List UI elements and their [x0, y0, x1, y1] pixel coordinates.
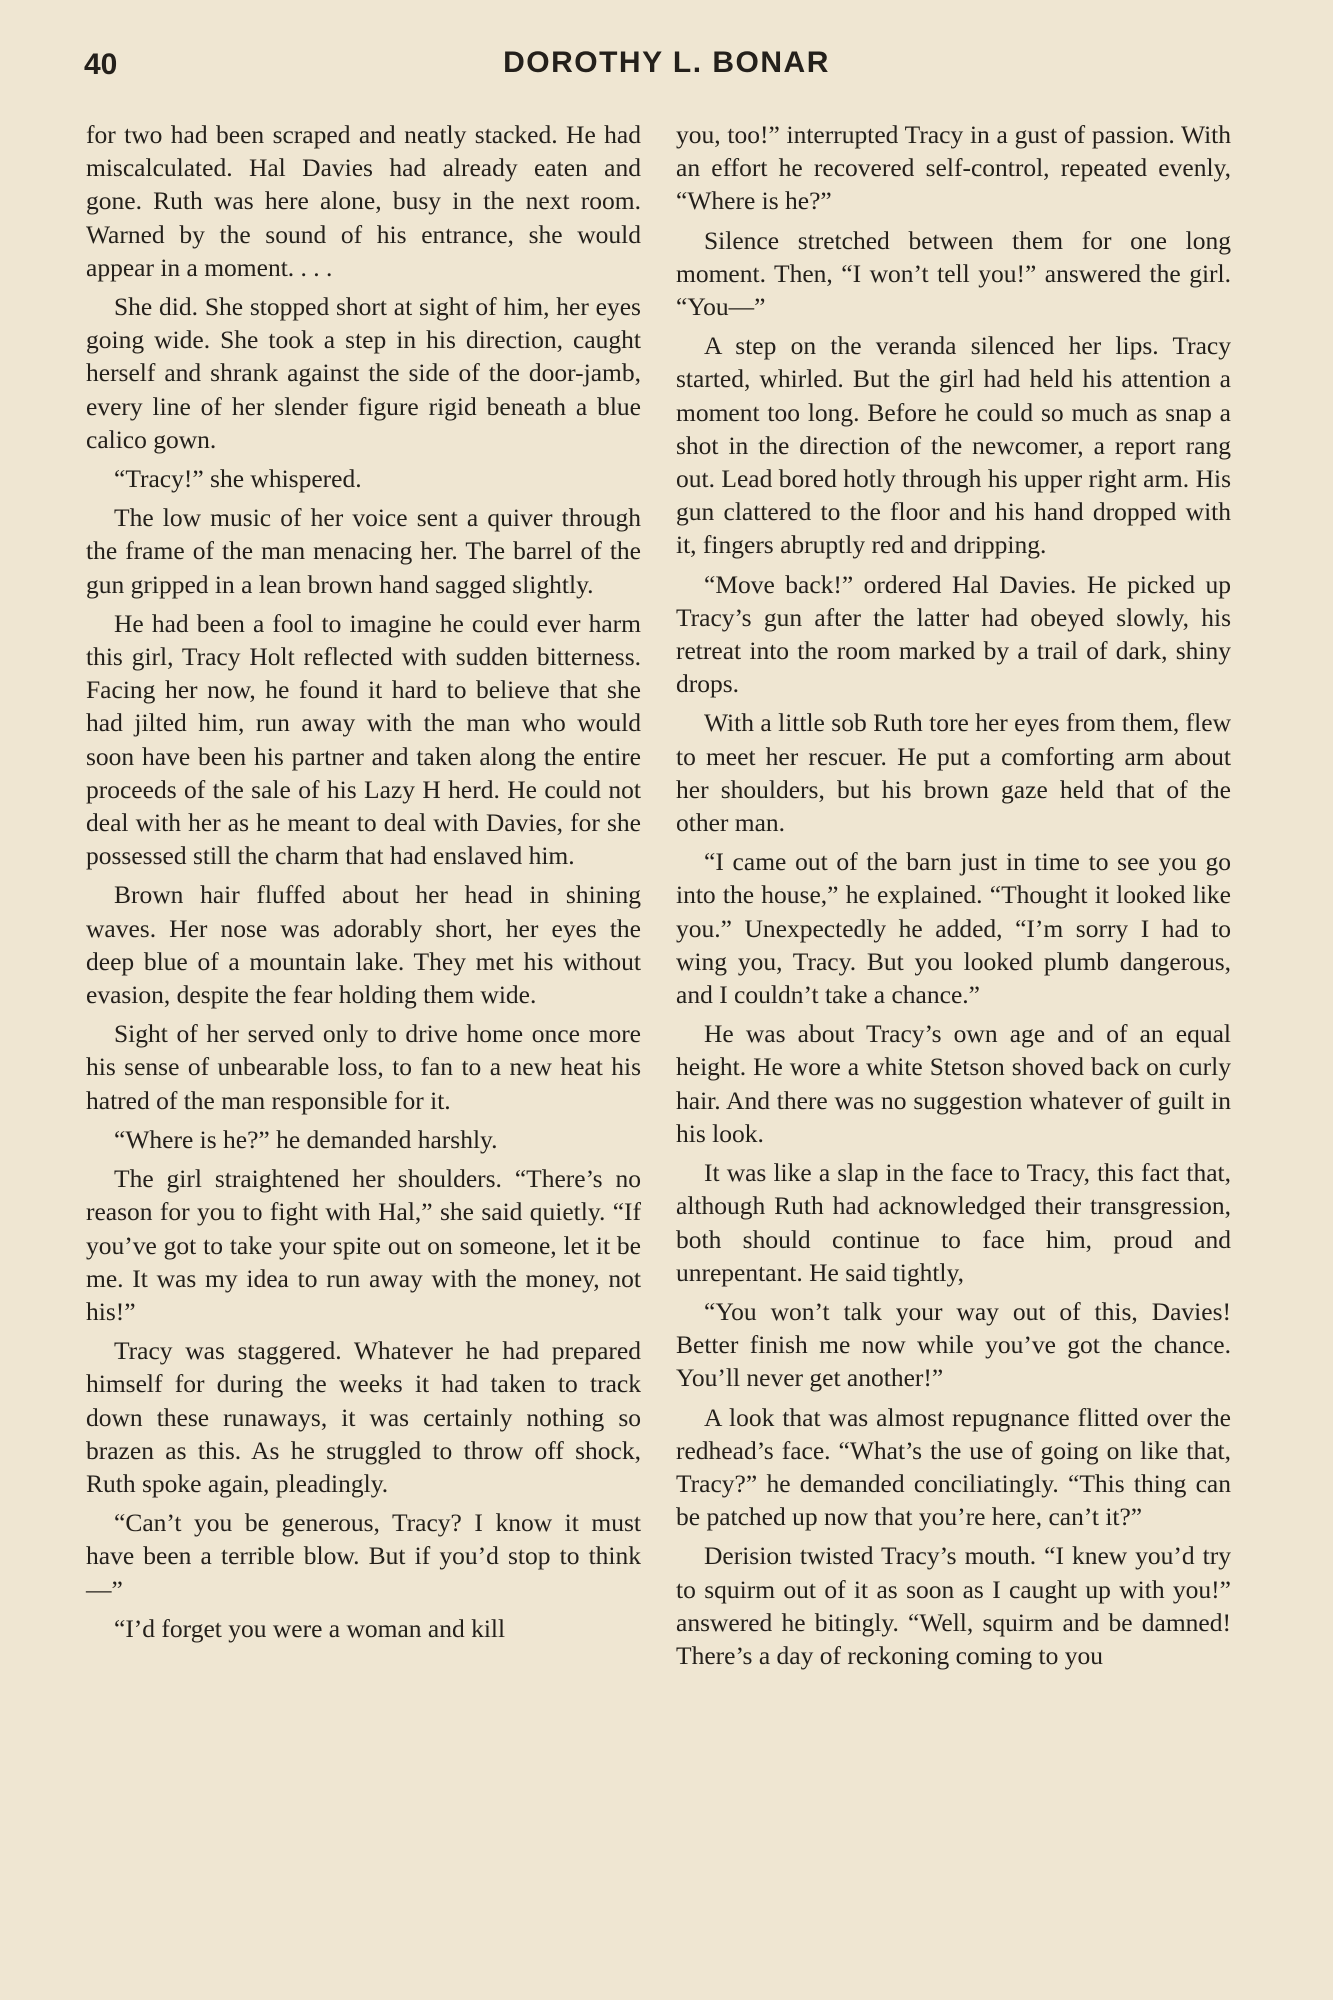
paragraph: She did. She stopped short at sight of him, her eyes going wide. She took a step in his direction, caught herself and shrank against the side of the door-jamb, every line of her slender figure rigid beneath a blue calico gown.	[86, 292, 641, 454]
paragraph: The girl straightened her shoulders. “There’s no reason for you to fight with Hal,” she said quietly. “If you’ve got to take your spite out on someone, let it be me. It was my idea to run away with the money, not his!”	[86, 1164, 641, 1326]
paragraph: The low music of her voice sent a quiver through the frame of the man menacing her. The barrel of the gun gripped in a lean brown hand sagged slightly.	[86, 503, 641, 599]
left-text-column	[86, 118, 641, 1651]
page-header	[84, 42, 1249, 92]
paragraph: “Where is he?” he demanded harshly.	[114, 1124, 498, 1154]
paragraph: you, too!” interrupted Tracy in a gust of passion. With an effort he recovered self-control, repeated evenly, “Where is he?”	[676, 120, 1231, 216]
paragraph: “Can’t you be generous, Tracy? I know it must have been a terrible blow. But if you’d stop to think—”	[86, 1508, 641, 1604]
paragraph: He was about Tracy’s own age and of an equal height. He wore a white Stetson shoved back on curly hair. And there was no suggestion whatever of guilt in his look.	[676, 1019, 1231, 1148]
running-head-author: DOROTHY L. BONAR	[503, 46, 830, 79]
paragraph: Tracy was staggered. Whatever he had prepared himself for during the weeks it had taken to track down these runaways, it was certainly nothing so brazen as this. As he struggled to throw off shock, Ruth spoke again, pleadingly.	[86, 1336, 641, 1498]
paragraph: With a little sob Ruth tore her eyes from them, flew to meet her rescuer. He put a comforting arm about her shoulders, but his brown gaze held that of the other man.	[676, 708, 1231, 838]
paragraph: “Move back!” ordered Hal Davies. He picked up Tracy’s gun after the latter had obeyed slowly, his retreat into the room marked by a trail of dark, shiny drops.	[676, 569, 1231, 699]
paragraph: Derision twisted Tracy’s mouth. “I knew you’d try to squirm out of it as soon as I caught up with you!” answered he bitingly. “Well, squirm and be damned! There’s a day of reckoning coming to you	[676, 1541, 1231, 1670]
paragraph: for two had been scraped and neatly stacked. He had miscalculated. Hal Davies had already eaten and gone. Ruth was here alone, busy in the next room. Warned by the sound of his entrance, she would appear in a moment. . . .	[86, 120, 641, 282]
paragraph: “Tracy!” she whispered.	[114, 464, 362, 494]
paragraph: He had been a fool to imagine he could ever harm this girl, Tracy Holt reflected with sudden bitterness. Facing her now, he found it hard to believe that she had jilted him, run away with the man who would soon have been his partner and taken along the entire proceeds of the sale of his Lazy H herd. He could not deal with her as he meant to deal with Davies, for she possessed still the charm that had enslaved him.	[86, 608, 641, 871]
right-text-column	[676, 118, 1231, 1678]
paragraph: A look that was almost repugnance flitted over the redhead’s face. “What’s the use of going on like that, Tracy?” he demanded conciliatingly. “This thing can be patched up now that you’re here, can’t it?”	[676, 1402, 1231, 1532]
paragraph: A step on the veranda silenced her lips. Tracy started, whirled. But the girl had held his attention a moment too long. Before he could so much as snap a shot in the direction of the newcomer, a report rang out. Lead bored hotly through his upper right arm. His gun clattered to the floor and his hand dropped with it, fingers abruptly red and dripping.	[676, 331, 1231, 560]
paragraph: Sight of her served only to drive home once more his sense of unbearable loss, to fan to a new heat his hatred of the man responsible for it.	[86, 1019, 641, 1115]
paragraph: Brown hair fluffed about her head in shining waves. Her nose was adorably short, her eyes the deep blue of a mountain lake. They met his without evasion, despite the fear holding them wide.	[86, 880, 641, 1010]
paragraph: “I came out of the barn just in time to see you go into the house,” he explained. “Thought it looked like you.” Unexpectedly he added, “I’m sorry I had to wing you, Tracy. But you looked plumb dangerous, and I couldn’t take a chance.”	[676, 847, 1231, 1010]
paragraph: It was like a slap in the face to Tracy, this fact that, although Ruth had acknowledged their transgression, both should continue to face him, proud and unrepentant. He said tightly,	[676, 1158, 1231, 1287]
page-number: 40	[84, 48, 118, 81]
paragraph: “I’d forget you were a woman and kill	[114, 1613, 506, 1643]
paragraph: “You won’t talk your way out of this, Davies! Better finish me now while you’ve got the chance. You’ll never get another!”	[676, 1296, 1231, 1393]
paragraph: Silence stretched between them for one long moment. Then, “I won’t tell you!” answered the girl. “You—”	[676, 225, 1231, 322]
